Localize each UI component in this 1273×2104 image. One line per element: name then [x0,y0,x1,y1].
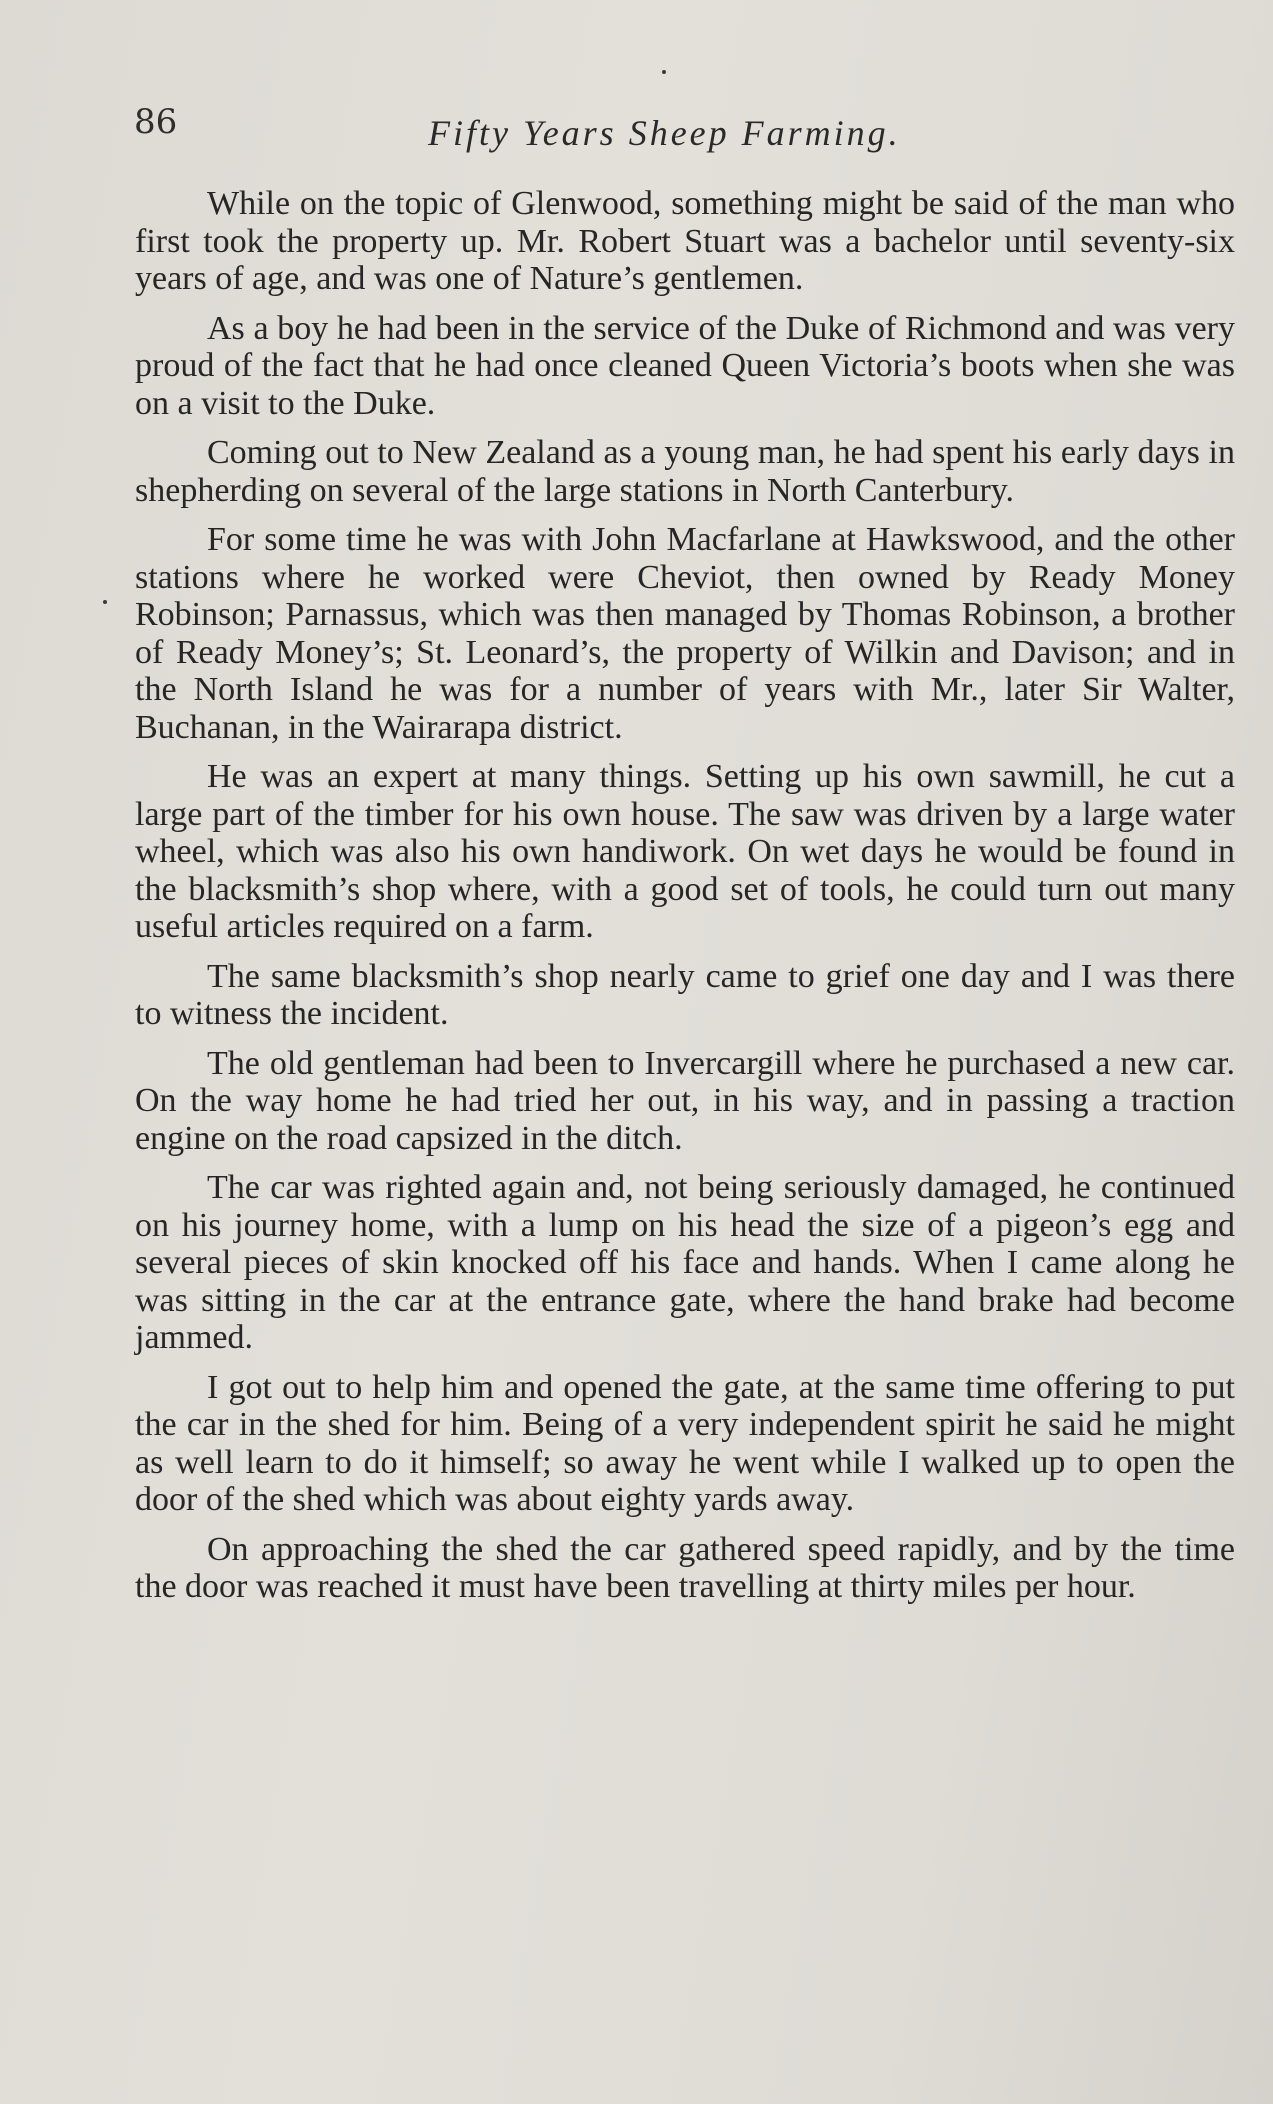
paragraph: I got out to help him and opened the gate, at the same time offering to put the car in the shed for him. Being of a very independent spirit he said he might as well learn to do it himself; so away he went while I walked up to open the door of the shed which was about eighty yards away. [135,1368,1235,1518]
paragraph: While on the topic of Glenwood, something might be said of the man who first took the property up. Mr. Robert Stuart was a bachelor until seventy-six years of age, and was one of Nature’s gentlemen. [135,185,1235,297]
page-number: 86 [134,102,178,142]
paragraph: He was an expert at many things. Setting up his own sawmill, he cut a large part of the timber for his own house. The saw was driven by a large water wheel, which was also his own handiwork. On wet days he would be found in the blacksmith’s shop where, with a good set of tools, he could turn out many useful articles required on a farm. [135,758,1235,945]
paragraph: As a boy he had been in the service of the Duke of Richmond and was very proud of the fact that he had once cleaned Queen Victoria’s boots when she was on a visit to the Duke. [135,309,1235,422]
speck-mark [103,600,107,604]
speck-mark [662,70,666,74]
paragraph: The old gentleman had been to Invercargill where he purchased a new car. On the way home he had tried her out, in his way, and in passing a traction engine on the road capsized in the ditch. [135,1044,1235,1157]
paragraph: Coming out to New Zealand as a young man, he had spent his early days in shepherding on several of the large stations in North Canterbury. [135,434,1235,509]
body-text [135,185,1235,1618]
paragraph: The same blacksmith’s shop nearly came to grief one day and I was there to witness the incident. [135,957,1235,1032]
paragraph: On approaching the shed the car gathered speed rapidly, and by the time the door was reached it must have been travelling at thirty miles per hour. [135,1530,1235,1605]
running-title: Fifty Years Sheep Farming. [428,113,901,153]
paragraph: For some time he was with John Macfarlane at Hawkswood, and the other stations where he worked were Cheviot, then owned by Ready Money Robinson; Parnassus, which was then managed by Thomas Robinson, a brother of Ready Money’s; St. Leonard’s, the property of Wilkin and Davison; and in the North Island he was for a number of years with Mr., later Sir Walter, Buchanan, in the Wairarapa district. [135,521,1235,746]
paragraph: The car was righted again and, not being seriously damaged, he continued on his journey home, with a lump on his head the size of a pigeon’s egg and several pieces of skin knocked off his face and hands. When I came along he was sitting in the car at the entrance gate, where the hand brake had become jammed. [135,1169,1235,1356]
